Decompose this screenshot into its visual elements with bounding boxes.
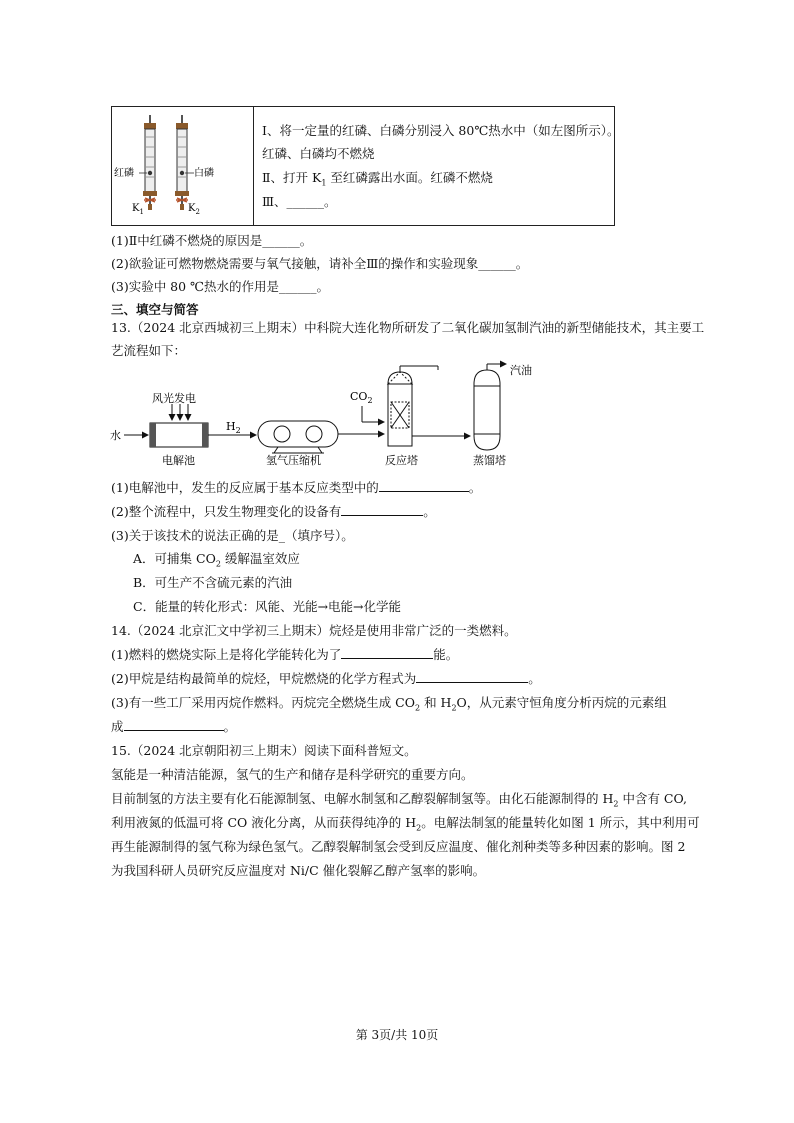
label-wind-solar: 风光发电 <box>152 392 196 405</box>
page-footer: 第 3页/共 10页 <box>355 1028 439 1042</box>
label-h2: H <box>226 420 236 433</box>
step1-line1: Ⅰ、将一定量的红磷、白磷分别浸入 80℃热水中（如左图所示）。 <box>262 123 620 138</box>
label-distiller: 蒸馏塔 <box>473 454 506 467</box>
q14-part1: (1)燃料的燃烧实际上是将化学能转化为了 能。 <box>111 647 459 662</box>
svg-text:K1: $K_1$ <box>132 203 144 216</box>
reactor-shape <box>388 372 412 446</box>
q13-option-c: C．能量的转化形式：风能、光能→电能→化学能 <box>133 599 402 614</box>
experiment-table <box>111 106 620 226</box>
q15-paragraph2-line2: 利用液氮的低温可将 CO 液化分离，从而获得纯净的 $H_2$。电解法制氢的能量转化如图 1 所示，其中利用可 <box>111 815 700 833</box>
white-phosphorus-tube <box>175 115 189 210</box>
label-k1: K <box>132 203 140 214</box>
q13-part3: (3)关于该技术的说法正确的是_（填序号）。 <box>111 528 354 543</box>
label-gasoline: 汽油 <box>510 364 532 377</box>
q12-part2: (2)欲验证可燃物燃烧需要与氧气接触，请补全Ⅲ的操作和实验现象______。 <box>111 256 529 271</box>
apparatus-illustration <box>112 107 252 225</box>
label-reactor: 反应塔 <box>385 454 418 467</box>
compressor-shape <box>258 421 338 453</box>
label-water: 水 <box>110 429 121 442</box>
red-phosphorus-tube <box>143 115 157 210</box>
label-k2: K <box>188 203 196 214</box>
q13-part2: (2)整个流程中，只发生物理变化的设备有 。 <box>111 504 436 519</box>
q12-part1: (1)Ⅱ中红磷不燃烧的原因是______。 <box>111 233 313 248</box>
q14-part3-line2: 成 。 <box>111 719 237 734</box>
label-electrolyzer: 电解池 <box>162 454 195 467</box>
svg-text:CO2: $CO_2$ <box>350 390 373 405</box>
q15-intro: 15.（2024 北京朝阳初三上期末）阅读下面科普短文。 <box>111 743 417 758</box>
svg-text:H2: $H_2$ <box>226 420 241 435</box>
step1-line2: 红磷、白磷均不燃烧 <box>262 146 375 161</box>
q13-part1: (1)电解池中，发生的反应属于基本反应类型中的 。 <box>111 480 482 495</box>
process-flow-diagram <box>108 360 548 470</box>
q15-paragraph2-line3: 再生能源制得的氢气称为绿色氢气。乙醇裂解制氢会受到反应温度、催化剂种类等多种因素的影响。图 2 <box>111 839 686 854</box>
label-white-phosphorus: 白磷 <box>194 168 214 179</box>
q14-intro: 14.（2024 北京汇文中学初三上期末）烷烃是使用非常广泛的一类燃料。 <box>111 623 517 638</box>
q13-option-a: A．可捕集 $CO_2$ 缓解温室效应 <box>133 551 300 569</box>
q13-intro-line2: 艺流程如下： <box>111 343 187 358</box>
step2-line: Ⅱ、打开 $K_1$ 至红磷露出水面。红磷不燃烧 <box>262 170 493 188</box>
q13-option-b: B．可生产不含硫元素的汽油 <box>133 575 293 590</box>
step3-line: Ⅲ、______。 <box>262 194 337 209</box>
q14-part2: (2)甲烷是结构最简单的烷烃，甲烷燃烧的化学方程式为 。 <box>111 671 541 686</box>
q15-paragraph2-line4: 为我国科研人员研究反应温度对 Ni/C 催化裂解乙醇产氢率的影响。 <box>111 863 486 878</box>
electrolyzer-shape <box>150 423 208 447</box>
q14-part3-line1: (3)有一些工厂采用丙烷作燃料。丙烷完全燃烧生成 $CO_2$ 和 $H_2O$，从元素守恒角度分析丙烷的元素组 <box>111 695 667 713</box>
q15-paragraph1: 氢能是一种清洁能源，氢气的生产和储存是科学研究的重要方向。 <box>111 767 474 782</box>
q15-paragraph2-line1: 目前制氢的方法主要有化石能源制氢、电解水制氢和乙醇裂解制氢等。由化石能源制得的 $H_2$ 中含有 CO, <box>111 791 687 809</box>
label-red-phosphorus: 红磷 <box>114 168 134 179</box>
label-compressor: 氢气压缩机 <box>266 454 321 467</box>
q13-intro-line1: 13.（2024 北京西城初三上期末）中科院大连化物所研发了二氧化碳加氢制汽油的新型储能技术，其主要工 <box>111 320 705 335</box>
q12-part3: (3)实验中 80 ℃热水的作用是______。 <box>111 279 330 294</box>
table-divider <box>253 107 254 225</box>
label-co2: CO <box>350 390 368 403</box>
section-3-title: 三、填空与简答 <box>111 302 199 317</box>
distillation-tower-shape <box>474 370 500 450</box>
svg-text:K2: $K_2$ <box>188 203 200 216</box>
